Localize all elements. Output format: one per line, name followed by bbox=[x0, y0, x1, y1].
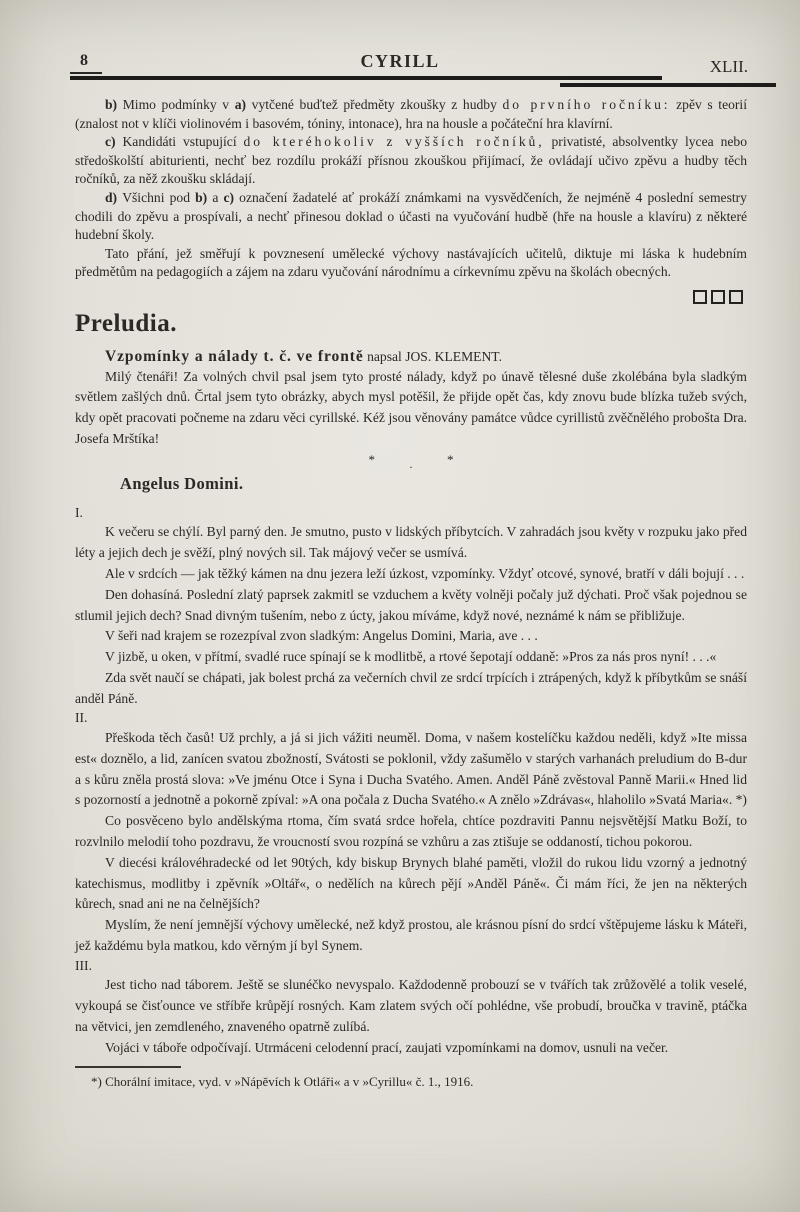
article-paragraph: Den dohasíná. Poslední zlatý paprsek zakmitl se vzduchem a květy volněji počaly juž dýchati. Proč však pojednou se stlumil jejich dech? Snad divným tušením, nebo z úcty, jakou míváme, když nové, neznámé k nám se přibližuje. bbox=[75, 586, 747, 623]
footnote-text: *) Chorální imitace, vyd. v »Nápěvích k Otláři« a v »Cyrillu« č. 1., 1916. bbox=[91, 1073, 474, 1089]
square-icon bbox=[711, 290, 725, 304]
article-lead-paragraph: Milý čtenáři! Za volných chvil psal jsem tyto prosté nálady, když po únavě tělesné duše zkolébána byla sladkým světlem zašlých dnů. Črtal jsem tyto obrázky, abych mysl potěšil, že přijde opět čas, kdy znovu bude blízka tužeb svých, kdy opět pracovati počneme na zdaru věci cyrillské. Kéž jsou věnovány památce vůdce cyrillistů zvěčnělého probošta Dra. Josefa Mrštíka! bbox=[75, 368, 747, 446]
article-paragraph: V šeři nad krajem se rozezpíval zvon sladkým: Angelus Domini, Maria, ave . . . bbox=[105, 628, 538, 644]
article-paragraph: Ale v srdcích — jak těžký kámen na dnu jezera leží úzkost, vzpomínky. Vždyť otcové, synové, bratří v dáli bojují . . . bbox=[105, 565, 745, 581]
article-paragraph: Jest ticho nad táborem. Ještě se slunéčko nevyspalo. Každodenně probouzí se v tvářích tak zrůžovělé a tolik veselé, vykoupá se čisťounce ve stříbře krůpějí rosných. Kam zlatem svých očí pohlédne, vše probudí, broučka v travině, ptáčka na větvici, jen zemdleného, znaveného opatrně zulíbá. bbox=[75, 977, 747, 1035]
square-icon bbox=[729, 290, 743, 304]
article-paragraph: V diecési královéhradecké od let 90tých, kdy biskup Brynych blahé paměti, vložil do rukou lidu vzorný a jednotný katechismus, modlitby i zpěvník »Oltář«, o nedělích na kůrech pějí »Anděl Páně«. Či mám říci, že jen na některých kůrech, snad ani ne na čelnějších? bbox=[75, 854, 747, 912]
footnote-rule bbox=[75, 1066, 181, 1068]
article-paragraph: V jizbě, u oken, v přítmí, svadlé ruce spínají se k modlitbě, a rtové šepotají oddaně: »Pros za nás pros nyní! . . .« bbox=[105, 649, 717, 665]
article-subtitle: Vzpomínky a nálady t. č. ve frontě napsal JOS. KLEMENT. bbox=[105, 347, 502, 365]
end-of-article-squares bbox=[75, 290, 743, 304]
asterisk-glyph: · bbox=[409, 459, 413, 474]
section-numeral-3: III. bbox=[75, 957, 92, 973]
article-paragraph: Co posvěceno bylo andělskýma rtoma, čím svatá srdce hořela, chtíce pozdraviti Pannu nejsvětější Matku Boží, to rozvlnilo melodií toho pozdravu, že vroucností svou rozpíná se vzhůru a zas ztišuje se oddaností, tichou pokorou. bbox=[75, 813, 747, 850]
article-title: Preludia. bbox=[75, 309, 177, 337]
article-paragraph: K večeru se chýlí. Byl parný den. Je smutno, pusto v lidských příbytcích. V zahradách jsou květy v rozpuku jako před léty a jejich dech je svěží, plný nových sil. Tak májový večer se usmívá. bbox=[75, 524, 747, 561]
article-paragraph: Zda svět naučí se chápati, jak bolest prchá za večerních chvil ze srdcí trpících i ztrápených, když k příbytkům se snáší anděl Páně. bbox=[75, 669, 747, 706]
header-rule-right bbox=[560, 83, 776, 87]
paragraph-c: c) Kandidáti vstupující do kteréhokoliv z vyšších ročníků, privatisté, absolventky lycea nebo středoškolští abiturienti, nechť bez rozdílu prokáží přísnou zkouškou přijímací, že ovládají učivo zpěvu a hudby těch ročníků, za něž zkoušku skládají. bbox=[75, 134, 747, 187]
page-number: 8 bbox=[70, 52, 102, 74]
asterisk-glyph: * bbox=[447, 451, 454, 467]
article-paragraph: Vojáci v táboře odpočívají. Utrmáceni celodenní prací, zaujati vzpomínkami na domov, usnuli na večer. bbox=[105, 1039, 669, 1055]
header-rule-main bbox=[70, 76, 662, 80]
paragraph-closing: Tato přání, jež směřují k povznesení umělecké výchovy nastávajících učitelů, diktuje mi láska k hudebním předmětům na pedagogiích a zájem na zdaru vyučování národnímu a církevnímu zpěvu na školách obecných. bbox=[75, 245, 747, 280]
section-numeral-1: I. bbox=[75, 504, 83, 520]
asterisk-glyph: * bbox=[368, 451, 375, 467]
page-header bbox=[0, 48, 800, 93]
paragraph-d: d) Všichni pod b) a c) označení žadatelé ať prokáží známkami na vysvědčeních, že nejméně 4 poslední semestry chodili do zpěvu a prospívali, a nechť přinesou doklad o účasti na vyučování hudbě (hře na housle a klavíru) z některé hudební školy. bbox=[75, 189, 747, 243]
article-paragraph: Myslím, že není jemnější výchovy umělecké, než když prostou, ale krásnou písní do srdcí vštěpujeme lásku k Máteři, jež každému byla matkou, kdo věrným jí byl Synem. bbox=[75, 917, 747, 954]
journal-title: CYRILL bbox=[360, 51, 440, 71]
page-content bbox=[75, 96, 747, 1090]
volume-number: XLII. bbox=[709, 57, 748, 76]
article-paragraph: Přeškoda těch časů! Už prchly, a já si jich vážiti neuměl. Doma, v našem kostelíčku každou neděli, když »Ite missa est« doznělo, a lid, zanícen svatou zbožností, Svátosti se poklonil, vždy zašumělo v starých varhanách preludium do B-dur a s kůru zněla prostá slova: »Ve jménu Otce i Syna i Ducha Svatého. Amen. Anděl Páně zvěstoval Panně Marii.« Hned lid s pozorností a jednotně a pokorně zpíval: »A ona počala z Ducha Svatého.« A znělo »Zdrávas«, hlaholilo »Svatá Maria«. *) bbox=[75, 730, 747, 808]
section-heading-angelus-domini: Angelus Domini. bbox=[120, 473, 244, 493]
asterism-separator bbox=[75, 452, 747, 472]
article-preludia bbox=[75, 310, 747, 1090]
section-numeral-2: II. bbox=[75, 710, 88, 726]
paragraph-b: b) Mimo podmínky v a) vytčené buďtež předměty zkoušky z hudby do prvního ročníku: zpěv s teorií (znalost not v klíči violinovém i basovém, tóniny, intonace), hra na housle a počáteční hra klavírní. bbox=[75, 97, 747, 131]
square-icon bbox=[693, 290, 707, 304]
